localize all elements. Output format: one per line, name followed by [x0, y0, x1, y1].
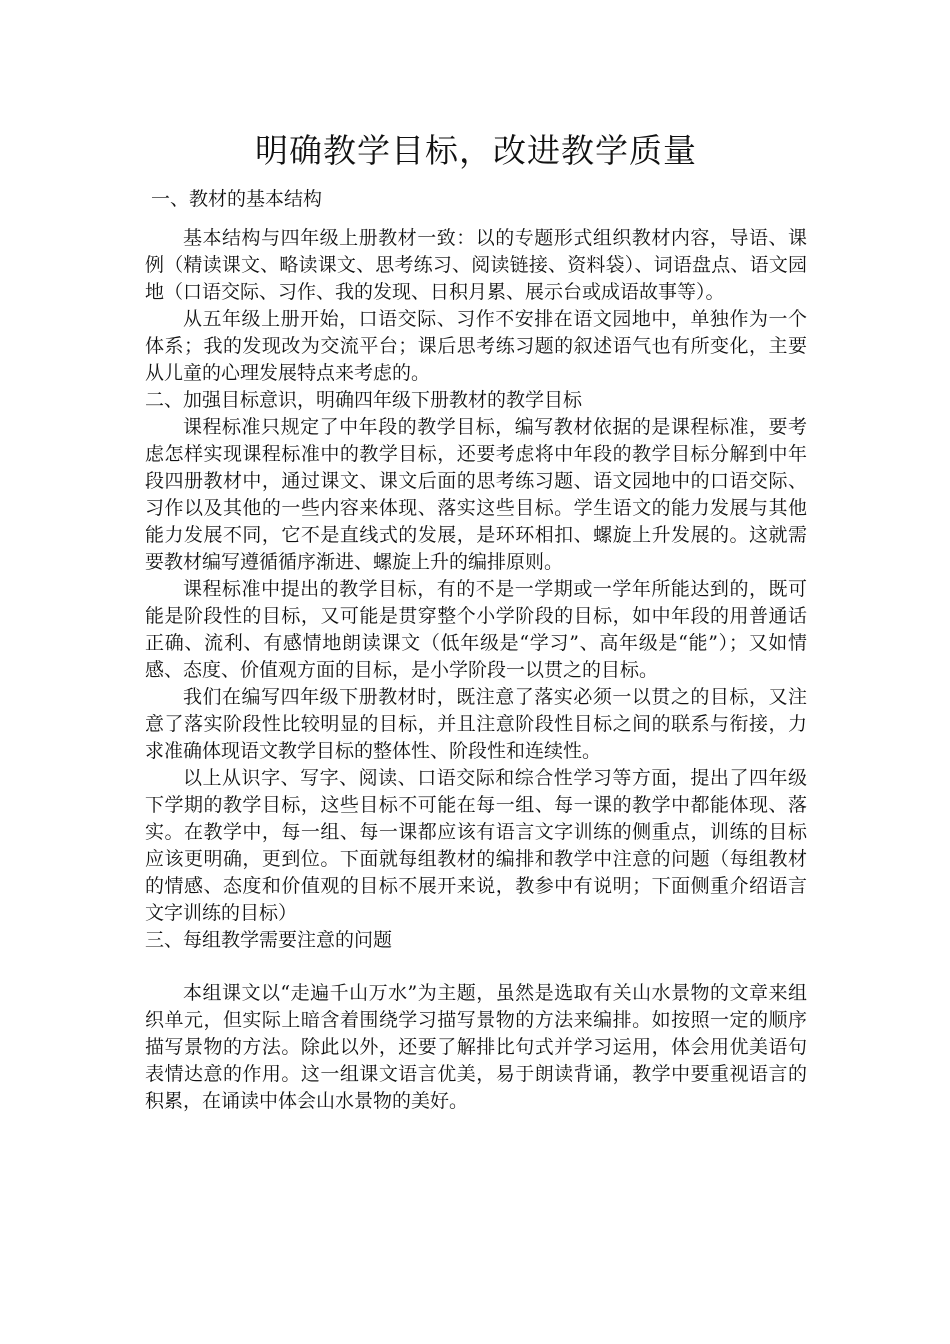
- paragraph: 以上从识字、写字、阅读、口语交际和综合性学习等方面，提出了四年级下学期的教学目标，这些目标不可能在每一组、每一课的教学中都能体现、落实。在教学中，每一组、每一课都应该有语言文字训练的侧重点，训练的目标应该更明确，更到位。下面就每组教材的编排和教学中注意的问题（每组教材的情感、态度和价值观的目标不展开来说，教参中有说明；下面侧重介绍语言文字训练的目标）: [145, 767, 807, 924]
- paragraph: 课程标准只规定了中年段的教学目标，编写教材依据的是课程标准，要考虑怎样实现课程标准中的教学目标，还要考虑将中年段的教学目标分解到中年段四册教材中，通过课文、课文后面的思考练习题、语文园地中的口语交际、习作以及其他的一些内容来体现、落实这些目标。学生语文的能力发展与其他能力发展不同，它不是直线式的发展，是环环相扣、螺旋上升发展的。这就需要教材编写遵循循序渐进、螺旋上升的编排原则。: [145, 416, 807, 573]
- document-title: 明确教学目标，改进教学质量: [255, 131, 697, 170]
- section-2: [145, 387, 807, 927]
- paragraph: 课程标准中提出的教学目标，有的不是一学期或一学年所能达到的，既可能是阶段性的目标，又可能是贯穿整个小学阶段的目标，如中年段的用普通话正确、流利、有感情地朗读课文（低年级是“学习”、高年级是“能”）；又如情感、态度、价值观方面的目标，是小学阶段一以贯之的目标。: [145, 578, 807, 681]
- section-heading: 一、教材的基本结构: [151, 188, 323, 210]
- section-3: [145, 927, 807, 1115]
- paragraph: 基本结构与四年级上册教材一致：以的专题形式组织教材内容，导语、课例（精读课文、略读课文、思考练习、阅读链接、资料袋）、词语盘点、语文园地（口语交际、习作、我的发现、日积月累、展示台或成语故事等）。: [145, 227, 807, 303]
- paragraph: 我们在编写四年级下册教材时，既注意了落实必须一以贯之的目标，又注意了落实阶段性比较明显的目标，并且注意阶段性目标之间的联系与衔接，力求准确体现语文教学目标的整体性、阶段性和连续性。: [145, 686, 807, 762]
- paragraph: 从五年级上册开始，口语交际、习作不安排在语文园地中，单独作为一个体系；我的发现改为交流平台；课后思考练习题的叙述语气也有所变化，主要从儿童的心理发展特点来考虑的。: [145, 308, 807, 384]
- section-heading: 三、每组教学需要注意的问题: [145, 929, 393, 951]
- section-heading: 二、加强目标意识，明确四年级下册教材的教学目标: [145, 389, 583, 411]
- document-page: [145, 128, 807, 1115]
- blank-line: [145, 954, 807, 980]
- section-1: [145, 186, 807, 387]
- paragraph: 本组课文以“走遍千山万水”为主题，虽然是选取有关山水景物的文章来组织单元，但实际上暗含着围绕学习描写景物的方法来编排。如按照一定的顺序描写景物的方法。除此以外，还要了解排比句式并学习运用，体会用优美语句表情达意的作用。这一组课文语言优美，易于朗读背诵，教学中要重视语言的积累，在诵读中体会山水景物的美好。: [145, 982, 807, 1112]
